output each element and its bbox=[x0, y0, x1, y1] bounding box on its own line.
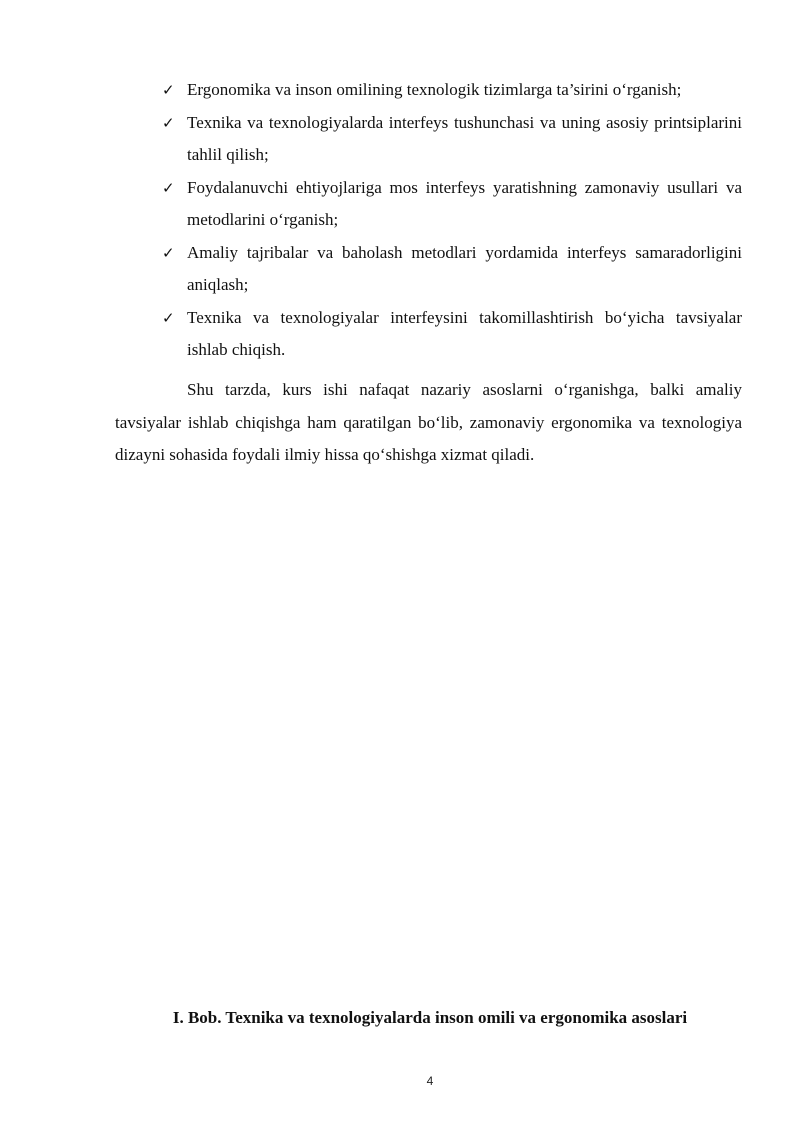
list-item-text: Foydalanuvchi ehtiyojlariga mos interfeys yaratishning zamonaviy usullari va metodlarini o‘rganish; bbox=[187, 177, 742, 229]
list-item-text: Texnika va texnologiyalarda interfeys tushunchasi va uning asosiy printsiplarini tahlil qilish; bbox=[187, 112, 742, 164]
checkmark-icon: ✓ bbox=[162, 178, 175, 197]
list-item bbox=[162, 172, 742, 237]
list-item bbox=[162, 302, 742, 367]
list-item bbox=[162, 237, 742, 302]
page-number: 4 bbox=[426, 1074, 434, 1088]
list-item-text: Amaliy tajribalar va baholash metodlari yordamida interfeys samaradorligini aniqlash; bbox=[187, 242, 742, 294]
conclusion-paragraph: Shu tarzda, kurs ishi nafaqat nazariy asoslarni o‘rganishga, balki amaliy tavsiyalar ishlab chiqishga ham qaratilgan bo‘lib, zamonaviy ergonomika va texnologiya dizayni sohasida foydali ilmiy hissa qo‘shishga xizmat qiladi. bbox=[115, 380, 742, 464]
checkmark-icon: ✓ bbox=[162, 243, 175, 262]
list-item-text: Texnika va texnologiyalar interfeysini takomillashtirish bo‘yicha tavsiyalar ishlab chiqish. bbox=[187, 307, 742, 359]
list-item bbox=[162, 74, 742, 107]
checkmark-icon: ✓ bbox=[162, 81, 175, 99]
list-item-text: Ergonomika va inson omilining texnologik tizimlarga ta’sirini o‘rganish; bbox=[187, 80, 682, 99]
list-item bbox=[162, 107, 742, 172]
chapter-heading: I. Bob. Texnika va texnologiyalarda inson omili va ergonomika asoslari bbox=[172, 1008, 688, 1027]
checkmark-icon: ✓ bbox=[162, 308, 175, 327]
checkmark-icon: ✓ bbox=[162, 113, 175, 132]
objectives-list bbox=[162, 74, 742, 367]
